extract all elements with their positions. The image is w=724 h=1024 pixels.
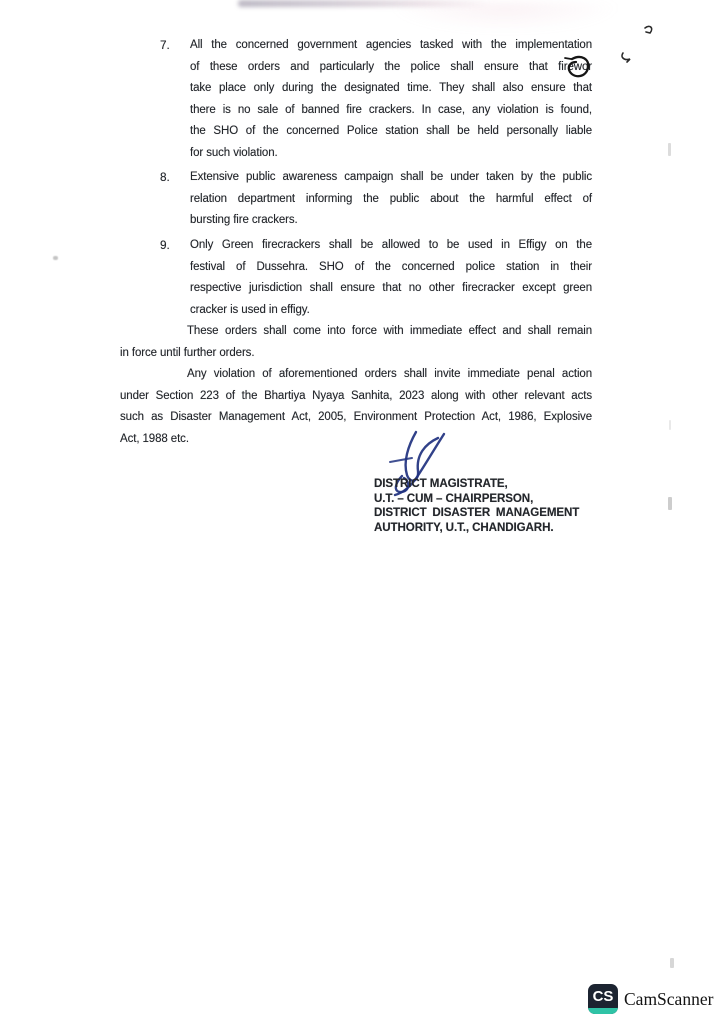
scan-edge-tick-artifact <box>670 958 674 968</box>
camscanner-badge <box>588 984 713 1014</box>
order-item-8 <box>160 167 592 232</box>
signatory-role: U.T. – CUM – CHAIRPERSON, <box>374 491 534 505</box>
text-line: the SHO of the concerned Police station shall be held personally liable <box>190 125 592 137</box>
scan-edge-tick-artifact <box>669 420 671 430</box>
text-line: bursting fire crackers. <box>190 214 298 226</box>
text-line: Any violation of aforementioned orders shall invite immediate penal action <box>187 368 592 380</box>
scan-edge-tick-artifact <box>668 143 671 156</box>
text-line: These orders shall come into force with immediate effect and shall remain <box>187 325 592 337</box>
camscanner-logo-accent <box>588 1008 618 1014</box>
text-line: take place only during the designated time. They shall also ensure that <box>190 82 592 94</box>
text-line: relation department informing the public about the harmful effect of <box>190 192 592 205</box>
text-line: Only Green firecrackers shall be allowed to be used in Effigy on the <box>190 239 592 251</box>
item-text <box>190 35 592 164</box>
item-number: 8. <box>160 170 170 184</box>
order-item-9 <box>160 235 592 321</box>
signature-block <box>374 477 579 535</box>
scan-dot-artifact <box>53 256 58 260</box>
signatory-title: DISTRICT MAGISTRATE, <box>374 477 508 490</box>
text-line: festival of Dussehra. SHO of the concerned police station in their <box>190 260 592 273</box>
text-line: under Section 223 of the Bhartiya Nyaya Sanhita, 2023 along with other relevant acts <box>120 389 592 402</box>
item-text <box>190 167 592 232</box>
scan-haze-artifact <box>390 2 620 32</box>
text-line: in force until further orders. <box>120 346 255 359</box>
text-line: All the concerned government agencies tasked with the implementation <box>190 39 592 51</box>
text-line: respective jurisdiction shall ensure that no other firecracker except green <box>190 282 592 294</box>
closing-paragraph-2 <box>120 364 592 450</box>
camscanner-wordmark: CamScanner <box>624 988 714 1009</box>
item-number: 7. <box>160 38 170 52</box>
camscanner-logo-icon <box>588 984 618 1014</box>
item-text <box>190 235 592 321</box>
signatory-authority: DISTRICT DISASTER MANAGEMENT <box>374 506 580 520</box>
text-line: such as Disaster Management Act, 2005, Environment Protection Act, 1986, Explosive <box>120 411 592 423</box>
text-line: for such violation. <box>190 146 278 159</box>
order-item-7 <box>160 35 592 164</box>
scan-edge-tick-artifact <box>668 497 672 510</box>
signatory-location: AUTHORITY, U.T., CHANDIGARH. <box>374 520 554 534</box>
text-line: Extensive public awareness campaign shall be under taken by the public <box>190 171 592 183</box>
text-line: of these orders and particularly the police shall ensure that firewor <box>190 60 592 73</box>
text-line: there is no sale of banned fire crackers. In case, any violation is found, <box>190 103 592 116</box>
item-number: 9. <box>160 238 170 252</box>
closing-paragraph-1 <box>120 321 592 364</box>
text-line: Act, 1988 etc. <box>120 432 189 445</box>
camscanner-logo-text: CS <box>592 988 614 1005</box>
text-line: cracker is used in effigy. <box>190 303 310 316</box>
